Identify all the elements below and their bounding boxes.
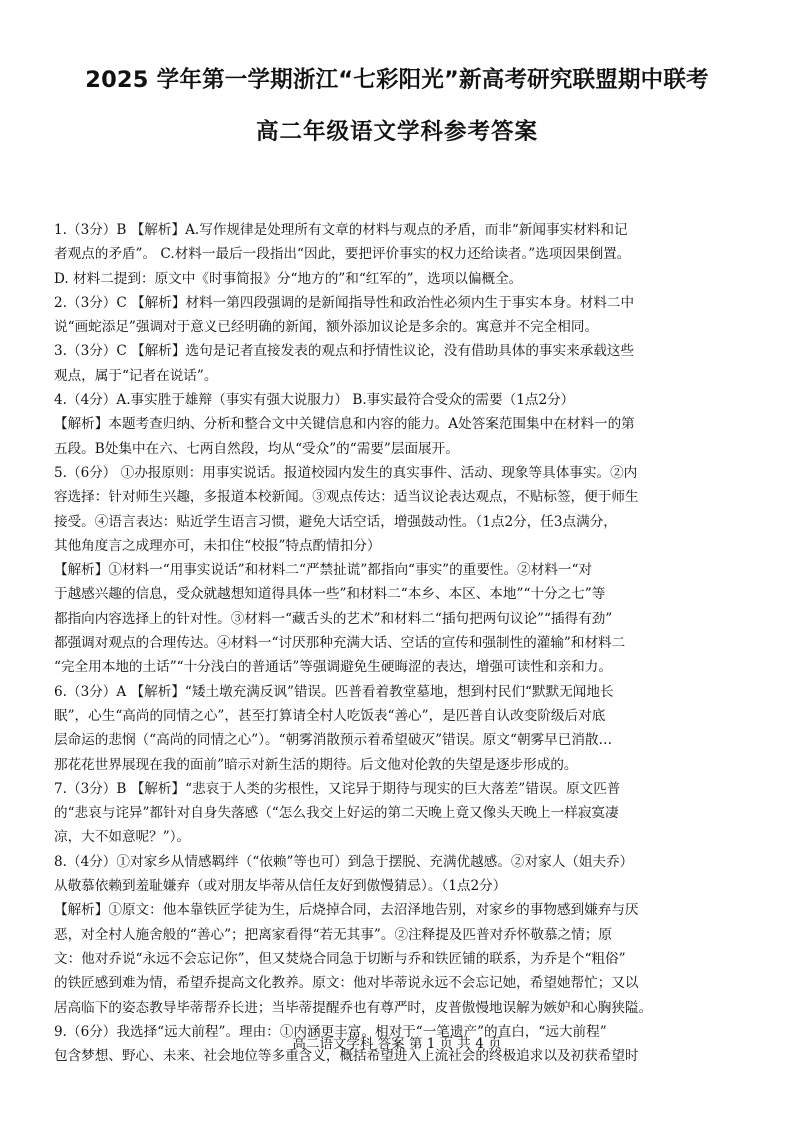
document-subtitle: 高二年级语文学科参考答案 [255, 119, 538, 145]
text-line: 【解析】①材料一“用事实说话”和材料二“严禁扯谎”都指向“事实”的重要性。②材料一“对 [54, 562, 593, 579]
text-line: 从敬慕依赖到羞耻嫌弃（或对朋友毕蒂从信任友好到傲慢猜忌）。（1点2分） [54, 878, 507, 895]
text-line: 五段。B处集中在六、七两自然段，均从“受众”的“需要”层面展开。 [54, 440, 459, 457]
text-line: “完全用本地的土话”“十分浅白的普通话”等强调避免生硬晦涩的表达，增强可读性和亲和力。 [54, 659, 612, 676]
text-line: D. 材料二提到：原文中《时事简报》分“地方的”和“红军的”，选项以偏概全。 [54, 270, 523, 287]
text-line: 都强调对观点的合理传达。④材料一“讨厌那种充满大话、空话的宣传和强制性的灌输”和材料二 [54, 635, 626, 652]
text-line: 4.（4分）A.事实胜于雄辩（事实有强大说服力） B.事实最符合受众的需要（1点2分） [54, 392, 575, 409]
text-line: 层命运的悲悯（“高尚的同情之心”）。“朝雾消散预示着希望破灭”错误。原文“朝雾早已消散… [54, 732, 613, 749]
text-line: 容选择：针对师生兴趣，多报道本校新闻。③观点传达：适当议论表达观点，不贴标签，便于师生 [54, 489, 639, 506]
answer-body [54, 218, 744, 1068]
text-line: 恶，对全村人施舍般的“善心”；把离家看得“若无其事”。②注释提及匹普对乔怀敬慕之情；原 [54, 926, 612, 943]
text-line: 【解析】①原文：他本靠铁匠学徒为生，后烧掉合同，去沼泽地告别，对家乡的事物感到嫌弃与厌 [54, 902, 639, 919]
text-line: 居高临下的姿态教导毕蒂帮乔长进；当毕蒂提醒乔也有尊严时，皮普傲慢地误解为嫉妒和心胸狭隘。 [54, 999, 653, 1016]
text-line: 其他角度言之成理亦可，未扣住“校报”特点酌情扣分） [54, 537, 381, 554]
text-line: 说“画蛇添足”强调对于意义已经明确的新闻，额外添加议论是多余的。寓意并不完全相同。 [54, 319, 599, 336]
text-line: 凉，大不如意呢？”）。 [54, 829, 191, 846]
text-line: 包含梦想、野心、未来、社会地位等多重含义，概括希望进入上流社会的终极追求以及初获希望时 [54, 1048, 639, 1065]
text-line: 8.（4分）①对家乡从情感羁绊（“依赖”等也可）到急于摆脱、充满优越感。②对家人（姐夫乔） [54, 853, 634, 870]
document-title: 2025 学年第一学期浙江“七彩阳光”新高考研究联盟期中联考 [85, 67, 709, 93]
text-line: 【解析】本题考查归纳、分析和整合文中关键信息和内容的能力。A处答案范围集中在材料一的第 [54, 416, 635, 433]
text-line: 7.（3分）B 【解析】“悲哀于人类的劣根性，又诧异于期待与现实的巨大落差”错误。原文匹普 [54, 780, 621, 797]
text-line: 文：他对乔说“永远不会忘记你”，但又焚烧合同急于切断与乔和铁匠铺的联系，为乔是个“粗俗” [54, 950, 626, 967]
text-line: 6.（3分）A 【解析】“矮土墩充满反讽”错误。匹普看着教堂墓地，想到村民们“默默无闻地长 [54, 683, 614, 700]
page-footer: 高二语文学科 答案 第 1 页 共 4 页 [292, 1036, 502, 1052]
text-line: 者观点的矛盾”。 C.材料一最后一段指出“因此，要把评价事实的权力还给读者。”选项因果倒置。 [54, 246, 631, 263]
text-line: 的铁匠感到难为情，希望乔提高文化教养。原文：他对毕蒂说永远不会忘记她，希望她帮忙；又以 [54, 975, 639, 992]
text-line: 的“悲哀与诧异”都针对自身失落感（“怎么我交上好运的第二天晚上竟又像头天晚上一样寂寞凄 [54, 805, 619, 822]
text-line: 于越感兴趣的信息，受众就越想知道得具体一些”和材料二“本乡、本区、本地”“十分之七”等 [54, 586, 606, 603]
text-line: 接受。④语言表达：贴近学生语言习惯，避免大话空话，增强鼓动性。（1点2分，任3点满分， [54, 513, 617, 530]
text-line: 1.（3分）B 【解析】A.写作规律是处理所有文章的材料与观点的矛盾，而非“新闻事实材料和记 [54, 222, 628, 238]
text-line: 2.（3分）C 【解析】材料一第四段强调的是新闻指导性和政治性必须内生于事实本身。材料二中 [54, 294, 635, 311]
text-line: 5.（6分） ①办报原则：用事实说话。报道校园内发生的真实事件、活动、现象等具体事实。②内 [54, 464, 638, 481]
text-line: 眠”，心生“高尚的同情之心”，甚至打算请全村人吃饭表“善心”，是匹普自认改变阶级后对底 [54, 707, 606, 724]
text-line: 9.（6分）我选择“远大前程”。理由：①内涵更丰富。相对于“一笔遗产”的直白，“远大前程” [54, 1023, 607, 1040]
text-line: 都指向内容选择上的针对性。③材料一“藏舌头的艺术”和材料二“插句把两句议论”“插得有劲” [54, 610, 613, 627]
text-line: 那花花世界展现在我的面前”暗示对新生活的期待。后文他对伦敦的失望是逐步形成的。 [54, 756, 578, 773]
text-line: 观点，属于“记者在说话”。 [54, 367, 218, 384]
text-line: 3.（3分）C 【解析】选句是记者直接发表的观点和抒情性议论，没有借助具体的事实来承载这些 [54, 343, 635, 360]
